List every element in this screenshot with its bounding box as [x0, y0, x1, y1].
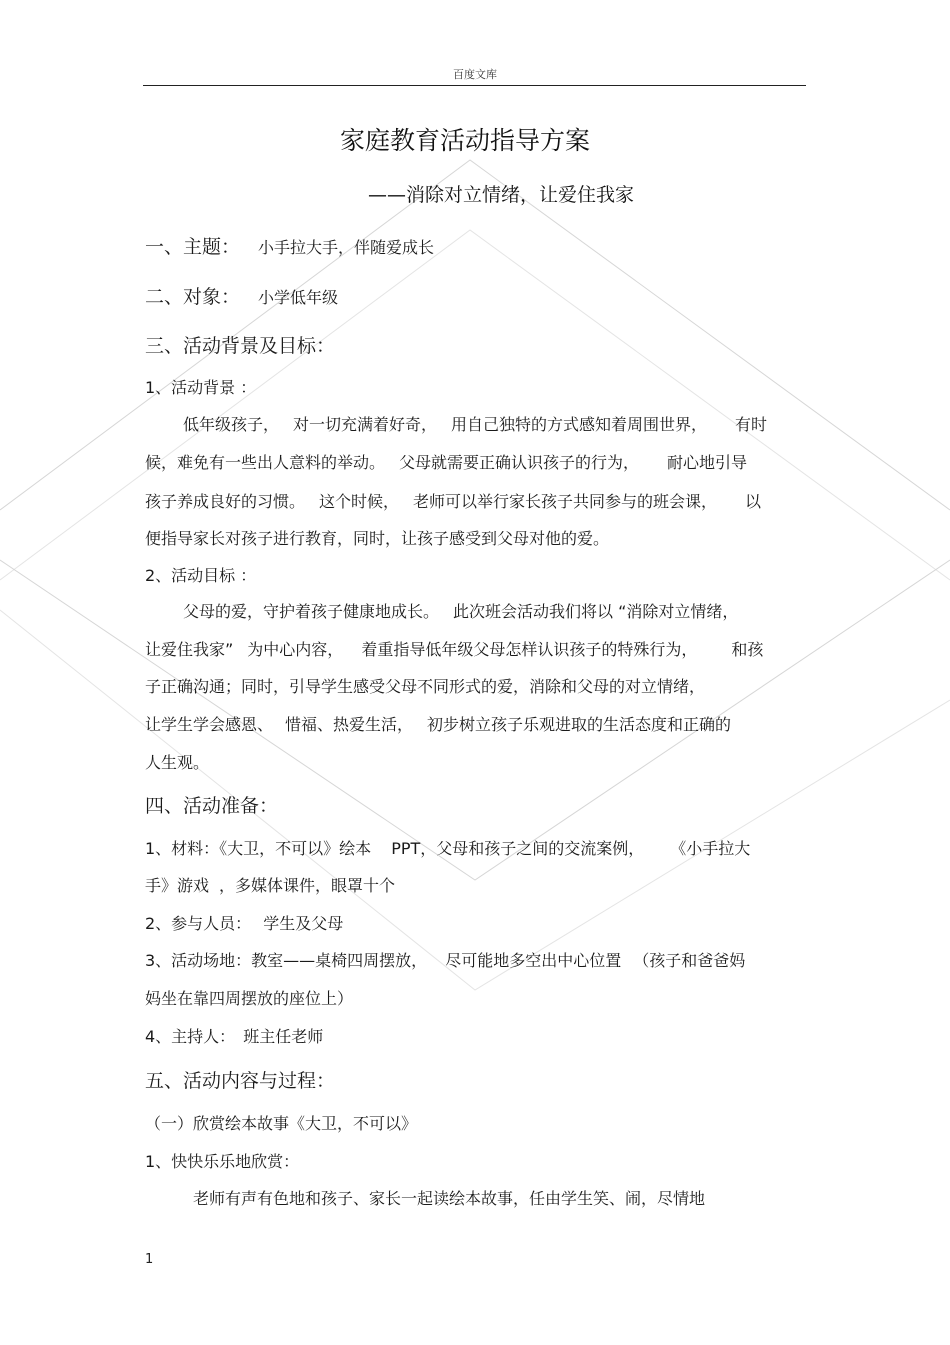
section-process-heading: 五、活动内容与过程：	[145, 1070, 336, 1092]
section-audience	[145, 282, 338, 309]
section-background-heading: 三、活动背景及目标：	[145, 335, 336, 357]
paragraph-line: 父母的爱，守护着孩子健康地成长。 此次班会活动我们将以 “消除对立情绪，	[183, 602, 739, 621]
paragraph-line: 低年级孩子， 对一切充满着好奇， 用自己独特的方式感知着周围世界， 有时	[183, 415, 768, 434]
list-item: 4、主持人： 班主任老师	[145, 1027, 324, 1046]
list-item: 1、快快乐乐地欣赏：	[145, 1152, 300, 1171]
background-label: 1、活动背景 ：	[145, 378, 257, 397]
header-site-name: 百度文库	[453, 68, 497, 81]
header-divider	[143, 85, 806, 86]
document-subtitle: ——消除对立情绪，让爱住我家	[368, 184, 635, 206]
section-heading: 二、对象：	[145, 286, 241, 308]
list-item: 妈坐在靠四周摆放的座位上）	[145, 989, 354, 1008]
list-item: 2、参与人员： 学生及父母	[145, 914, 344, 933]
section-theme	[145, 232, 434, 259]
document-title: 家庭教育活动指导方案	[339, 126, 590, 155]
section-value: 小学低年级	[258, 288, 339, 307]
paragraph-line: 让爱住我家” 为中心内容， 着重指导低年级父母怎样认识孩子的特殊行为， 和孩	[145, 640, 764, 659]
list-item: 3、活动场地：教室——桌椅四周摆放， 尽可能地多空出中心位置 （孩子和爸爸妈	[145, 951, 746, 970]
section-heading: 一、主题：	[145, 236, 241, 258]
paragraph-line: 让学生学会感恩、 惜福、热爱生活， 初步树立孩子乐观进取的生活态度和正确的	[145, 715, 732, 734]
paragraph-line: 人生观。	[145, 753, 210, 772]
paragraph-line: 孩子养成良好的习惯。 这个时候， 老师可以举行家长孩子共同参与的班会课， 以	[145, 492, 762, 511]
paragraph-line: 便指导家长对孩子进行教育，同时，让孩子感受到父母对他的爱。	[145, 529, 610, 548]
paragraph-line: 候，难免有一些出人意料的举动。 父母就需要正确认识孩子的行为， 耐心地引导	[145, 453, 748, 472]
subsection-heading: （一）欣赏绘本故事《大卫，不可以》	[145, 1114, 418, 1133]
section-preparation-heading: 四、活动准备：	[145, 795, 279, 817]
list-item: 手》游戏 ，多媒体课件，眼罩十个	[145, 876, 396, 895]
goal-label: 2、活动目标 ：	[145, 566, 257, 585]
page-number: 1	[145, 1252, 154, 1267]
paragraph-line: 子正确沟通；同时，引导学生感受父母不同形式的爱，消除和父母的对立情绪，	[145, 677, 706, 696]
section-value: 小手拉大手，伴随爱成长	[258, 238, 435, 257]
paragraph-line: 老师有声有色地和孩子、家长一起读绘本故事，任由学生笑、闹，尽情地	[193, 1189, 706, 1208]
list-item: 1、材料：《大卫，不可以》绘本 PPT，父母和孩子之间的交流案例， 《小手拉大	[145, 839, 751, 858]
